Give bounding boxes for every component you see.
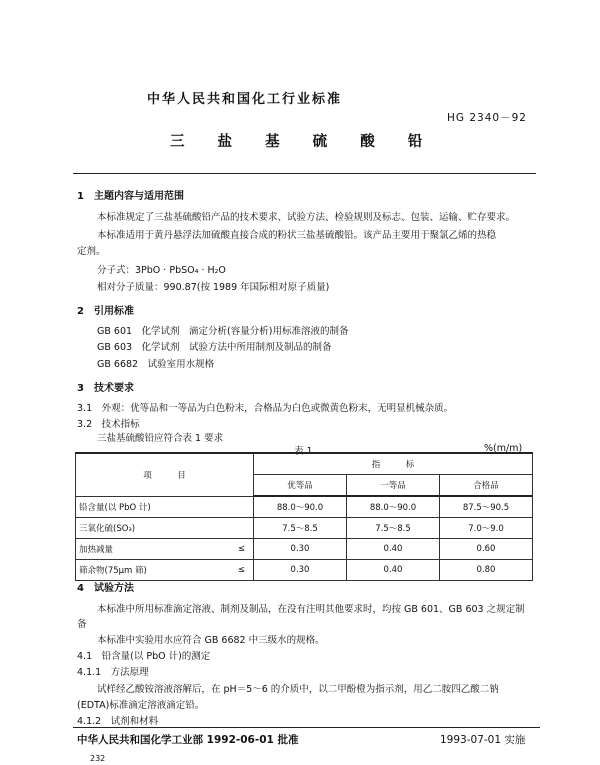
subsection-4-1-1-heading: 4.1.1 方法原理 [77, 667, 149, 678]
section-1-para-1: 本标准规定了三盐基硫酸铅产品的技术要求、试验方法、检验规则及标志、包装、运输、贮存要求。 [97, 212, 516, 223]
section-4-para-1: 本标准中所用标准滴定溶液、制剂及制品，在没有注明其他要求时，均按 GB 601、GB 603 之规定制 [97, 604, 525, 615]
comparison-symbol [221, 496, 254, 518]
table-caption: 表 1 [294, 446, 313, 457]
value-cell: 7.0～9.0 [440, 518, 533, 539]
standard-number: HG 2340－92 [447, 112, 527, 124]
table-unit: %(m/m) [484, 443, 523, 454]
molecular-mass: 相对分子质量：990.87(按 1989 年国际相对原子质量) [97, 282, 330, 293]
molecular-formula: 分子式：3PbO · PbSO₄ · H₂O [97, 265, 226, 276]
item-name: 三氧化硫(SO₃) [76, 518, 222, 539]
appearance-clause: 3.1 外观：优等品和一等品为白色粉末，合格品为白色或微黄色粉末，无明显机械杂质。 [77, 403, 454, 414]
section-1-para-2: 本标准适用于黄丹悬浮法加硫酸直接合成的粉状三盐基硫酸铅。该产品主要用于聚氯乙烯的热稳 [97, 230, 497, 241]
footer-divider [73, 727, 540, 728]
table-row [76, 496, 533, 518]
table-row [76, 518, 533, 539]
value-cell: 7.5～8.5 [254, 518, 347, 539]
comparison-symbol: ≤ [221, 539, 254, 560]
effective-date: 1993-07-01 实施 [440, 734, 526, 746]
issuing-standard-label: 中华人民共和国化工行业标准 [147, 92, 343, 107]
section-2-heading: 2 引用标准 [77, 306, 134, 317]
section-1-heading: 1 主题内容与适用范围 [77, 191, 184, 202]
item-name: 加热减量 [76, 539, 222, 560]
value-cell: 0.30 [254, 560, 347, 581]
table-row [76, 560, 533, 581]
section-1-para-2-cont: 定剂。 [77, 246, 106, 257]
section-3-heading: 3 技术要求 [77, 383, 134, 394]
value-cell: 88.0～90.0 [347, 496, 440, 518]
index-header: 指 标 [254, 453, 533, 475]
section-4-para-2: 本标准中实验用水应符合 GB 6682 中三级水的规格。 [97, 635, 325, 646]
reference-item: GB 603 化学试剂 试验方法中所用制剂及制品的制备 [97, 342, 332, 353]
value-cell: 88.0～90.0 [254, 496, 347, 518]
value-cell: 0.40 [347, 560, 440, 581]
comparison-symbol: ≤ [221, 560, 254, 581]
reference-item: GB 601 化学试剂 滴定分析(容量分析)用标准溶液的制备 [97, 326, 349, 337]
subsection-4-1-2-heading: 4.1.2 试剂和材料 [77, 716, 159, 727]
reference-item: GB 6682 试验室用水规格 [97, 359, 215, 370]
tech-index-note: 三盐基硫酸铅应符合表 1 要求 [97, 433, 224, 444]
section-4-para-1-cont: 备 [77, 619, 87, 630]
grade-header: 一等品 [347, 475, 440, 497]
approval-line: 中华人民共和国化学工业部 1992-06-01 批准 [77, 734, 299, 746]
grade-header: 合格品 [440, 475, 533, 497]
spec-table [75, 452, 533, 581]
value-cell: 7.5～8.5 [347, 518, 440, 539]
value-cell: 0.60 [440, 539, 533, 560]
page-number: 232 [90, 754, 106, 763]
tech-index-heading: 3.2 技术指标 [77, 419, 140, 430]
section-4-heading: 4 试验方法 [77, 583, 134, 594]
method-principle-para: 试样经乙酸铵溶液溶解后，在 pH＝5～6 的介质中，以二甲酚橙为指示剂，用乙二胺四乙酸二钠 [97, 684, 499, 695]
comparison-symbol [221, 518, 254, 539]
grade-header: 优等品 [254, 475, 347, 497]
item-name: 铅含量(以 PbO 计) [76, 496, 222, 518]
subsection-4-1-heading: 4.1 铅含量(以 PbO 计)的测定 [77, 651, 211, 662]
value-cell: 0.80 [440, 560, 533, 581]
value-cell: 87.5～90.5 [440, 496, 533, 518]
method-principle-para-cont: (EDTA)标准滴定溶液滴定铅。 [77, 700, 205, 711]
header-divider [73, 173, 536, 174]
value-cell: 0.40 [347, 539, 440, 560]
item-name: 筛余物(75μm 筛) [76, 560, 222, 581]
value-cell: 0.30 [254, 539, 347, 560]
page-title: 三 盐 基 硫 酸 铅 [170, 134, 437, 150]
table-row [76, 539, 533, 560]
item-header: 项 目 [76, 453, 254, 496]
